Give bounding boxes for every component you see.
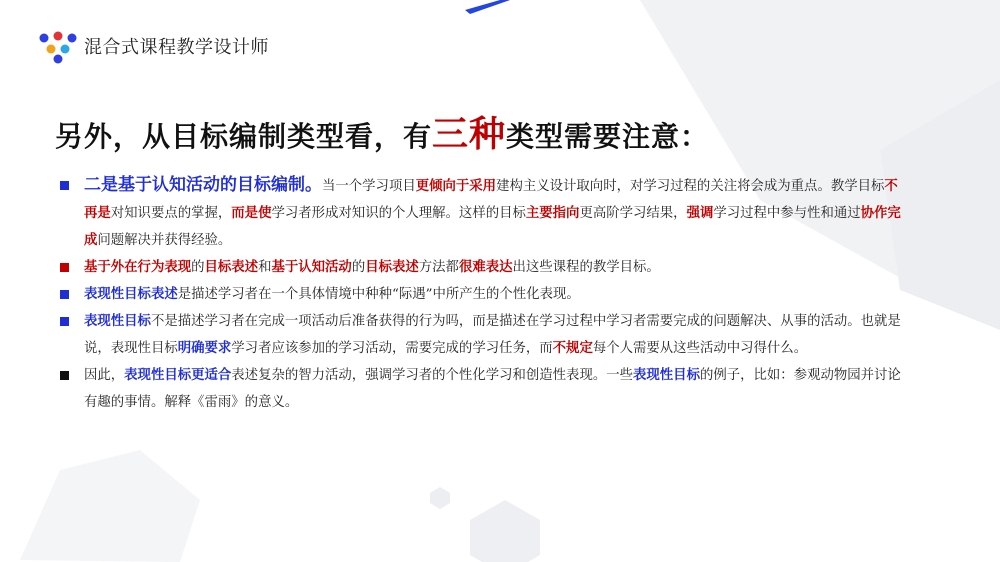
bullet-item-3: [58, 281, 908, 308]
text-segment: 表现性目标: [633, 367, 700, 383]
text-segment: 协作完成: [84, 205, 901, 248]
text-segment: 的例子，比如：参观动物园并讨论有趣的事情。解释《雷雨》的意义。: [84, 368, 901, 410]
text-segment: 目标表述: [365, 259, 419, 275]
bullet-square-icon: [60, 290, 69, 299]
text-segment: 目标表述: [204, 259, 259, 275]
text-segment: 主要指向: [525, 205, 580, 221]
text-segment: 表现性目标更适合: [124, 367, 232, 383]
text-segment: 方法都: [418, 260, 459, 275]
text-segment: 因此，: [84, 368, 125, 383]
text-segment: 更高阶学习结果，: [579, 206, 687, 221]
item-text: [84, 260, 660, 275]
text-segment: 的: [191, 260, 205, 275]
item-text: [84, 287, 580, 302]
item-text: [84, 314, 901, 356]
item-text: [84, 175, 901, 248]
bullet-square-icon: [60, 371, 69, 380]
text-segment: 基于认知活动: [271, 259, 352, 275]
text-segment: 问题解决并获得经验。: [97, 233, 232, 248]
text-segment: 而是使: [231, 205, 272, 221]
text-segment: 出这些课程的教学目标。: [512, 260, 660, 275]
text-segment: 基于外在行为表现: [84, 259, 192, 275]
bullet-square-icon: [60, 181, 69, 190]
text-segment: 不规定: [552, 340, 593, 356]
bullet-square-icon: [60, 263, 69, 272]
text-segment: 表现性目标: [84, 313, 151, 329]
item-text: [84, 368, 901, 410]
text-segment: 当一个学习项目: [322, 179, 416, 194]
text-segment: 的: [351, 260, 366, 275]
text-segment: 建构主义设计取向时，对学习过程的关注将会成为重点。教学目标: [496, 179, 885, 194]
slide-body: [58, 172, 908, 416]
bullet-item-1: [58, 172, 908, 254]
title-part-2: 类型需要注意：: [506, 120, 710, 153]
text-segment: 是描述学习者在一个具体情境中种种“际遇”中所产生的个性化表现。: [177, 287, 580, 302]
title-part-1: 另外，从目标编制类型看，有: [55, 120, 433, 153]
text-segment: 和: [258, 260, 272, 275]
text-segment: 表现性目标表述: [84, 286, 178, 302]
brand-name: 混合式课程教学设计师: [84, 37, 269, 58]
text-segment: 强调: [686, 205, 714, 221]
text-segment: 每个人需要从这些活动中习得什么。: [592, 341, 808, 356]
title-highlight: 三种: [432, 113, 507, 155]
text-segment: 学习过程中参与性和通过: [713, 206, 861, 221]
bullet-item-2: [58, 254, 908, 281]
text-segment: 不是描述学习者在完成一项活动后准备获得的行为吗，而是描述在学习过程中学习者需要完成的问题解决、从事的活动。也就是说，表现性目标: [84, 314, 901, 356]
bullet-item-4: [58, 308, 908, 362]
text-segment: 学习者形成对知识的个人理解。这样的目标: [271, 206, 526, 221]
text-segment: 表述复杂的智力活动，强调学习者的个性化学习和创造性表现。一些: [231, 368, 634, 383]
text-segment: 二是基于认知活动的目标编制。: [84, 175, 322, 195]
text-segment: 对知识要点的掌握，: [110, 206, 232, 221]
text-segment: 不再是: [84, 178, 898, 221]
bullet-square-icon: [60, 317, 69, 326]
slide-title: [55, 106, 709, 157]
text-segment: 更倾向于采用: [415, 178, 497, 194]
text-segment: 很难表达: [458, 259, 513, 275]
text-segment: 明确要求: [177, 340, 232, 356]
bullet-item-5: [58, 362, 908, 416]
text-segment: 学习者应该参加的学习活动，需要完成的学习任务，而: [231, 341, 553, 356]
logo-icon: [38, 30, 78, 64]
